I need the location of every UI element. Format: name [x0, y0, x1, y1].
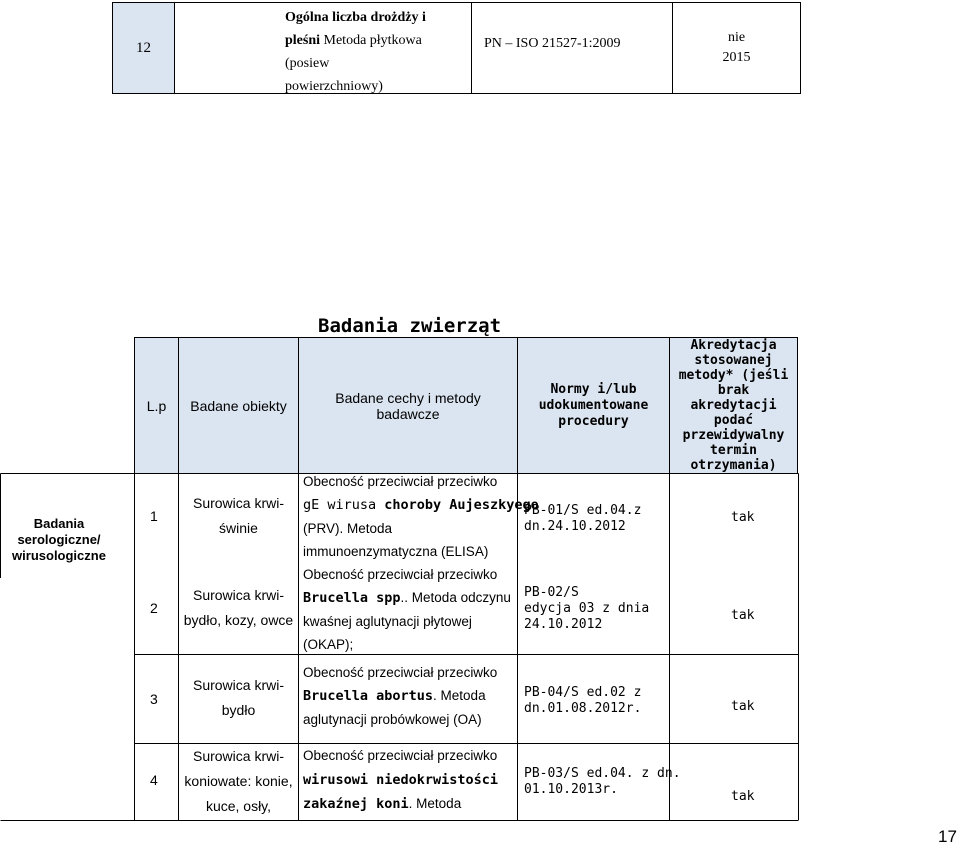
header-norms: Normy i/lub udokumentowane procedury — [517, 337, 670, 474]
row2-object: Surowica krwi- bydło, kozy, owce — [183, 587, 294, 628]
row2-accreditation: tak — [731, 608, 755, 623]
top-desc-line4: powierzchniowy) — [285, 79, 383, 94]
row2-method: Obecność przeciwciał przeciwko Brucella spp.. Metoda odczynu kwaśnej aglutynacji płytowej (OKAP); — [303, 567, 511, 652]
row3-object: Surowica krwi- bydło — [192, 677, 284, 718]
header-lp: L.p — [134, 337, 179, 474]
row4-norm: PB-03/S ed.04. z dn. 01.10.2013r. — [524, 766, 681, 797]
top-lp: 12 — [136, 39, 151, 56]
top-desc-line2-bold: pleśni — [285, 33, 321, 48]
row2-lp: 2 — [150, 600, 158, 616]
row1-accreditation: tak — [731, 510, 755, 525]
page-number: 17 — [938, 827, 957, 846]
row3-accreditation: tak — [731, 699, 755, 714]
row2-norm: PB-02/S edycja 03 z dnia 24.10.2012 — [524, 585, 650, 632]
top-accreditation-line1: nie — [727, 30, 746, 45]
top-norm: PN – ISO 21527-1:2009 — [484, 36, 621, 51]
row3-norm: PB-04/S ed.02 z dn.01.08.2012r. — [524, 685, 642, 716]
row1-method: Obecność przeciwciał przeciwko gE wirusa choroby Aujeszkyego (PRV). Metoda immunoenzymatyczna (ELISA) — [303, 474, 539, 559]
row1-object: Surowica krwi- świnie — [192, 495, 284, 536]
row1-norm: PB-01/S ed.04.z dn.24.10.2012 — [524, 503, 642, 534]
row4-lp: 4 — [150, 772, 158, 788]
category-label: Badania serologiczne/ wirusologiczne — [12, 516, 106, 563]
top-desc-line2-rest: Metoda płytkowa — [320, 33, 422, 48]
header-accreditation: Akredytacja stosowanej metody* (jeśli brak akredytacji podać przewidywalny termin otrzymania) — [669, 337, 798, 474]
header-objects: Badane obiekty — [178, 337, 299, 474]
header-methods: Badane cechy i metody badawcze — [298, 337, 518, 474]
row3-method: Obecność przeciwciał przeciwko Brucella abortus. Metoda aglutynacji probówkowej (OA) — [303, 665, 498, 727]
top-accreditation-line2: 2015 — [722, 50, 751, 65]
row3-lp: 3 — [150, 691, 158, 707]
top-desc-line1: Ogólna liczba drożdży i — [285, 10, 426, 25]
row4-method: Obecność przeciwciał przeciwko wirusowi niedokrwistości zakaźnej koni. Metoda — [303, 748, 499, 812]
section-title: Badania zwierząt — [318, 315, 502, 337]
top-desc-line3: (posiew — [285, 56, 330, 71]
row1-lp: 1 — [150, 508, 158, 524]
row4-object: Surowica krwi- koniowate: konie, kuce, osły, — [184, 748, 293, 814]
row4-accreditation: tak — [731, 789, 755, 804]
